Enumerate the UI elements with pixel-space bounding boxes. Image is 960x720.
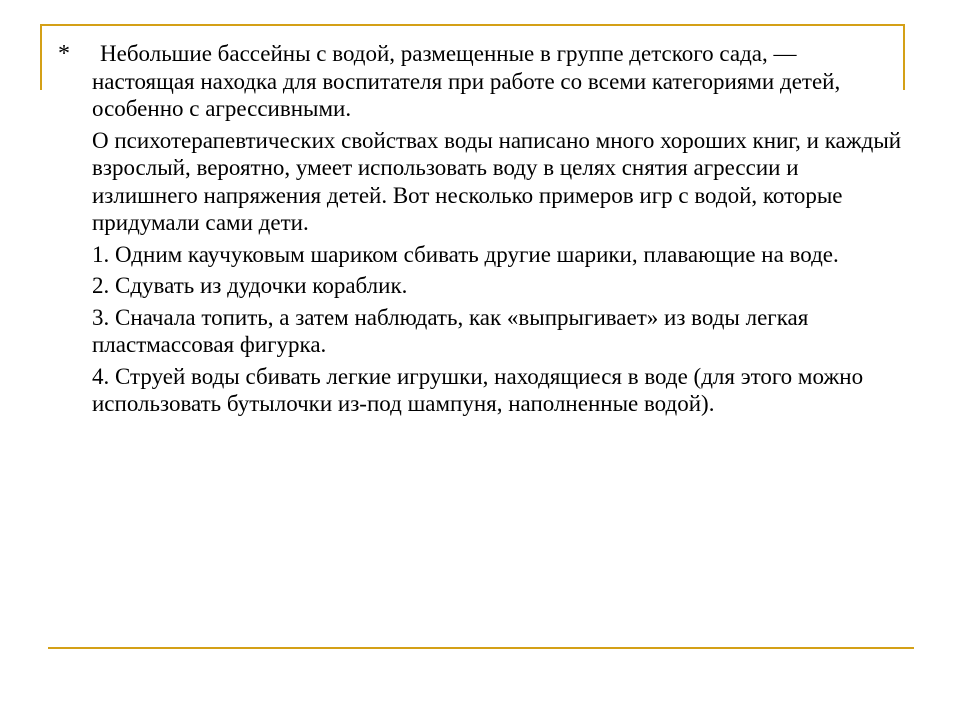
list-item-3: 3. Сначала топить, а затем наблюдать, как «выпрыгивает» из воды легкая пластмассовая фигурка. [92,304,809,357]
list-item-1: 1. Одним каучуковым шариком сбивать другие шарики, плавающие на воде. [92,241,839,267]
frame-left-line [40,24,42,90]
slide-text-body [92,40,904,422]
list-item-4: 4. Струей воды сбивать легкие игрушки, находящиеся в воде (для этого можно использовать бутылочки из-под шампуня, наполненные водой). [92,363,864,416]
bullet-asterisk: * [58,41,70,67]
frame-bottom-line [48,647,914,649]
list-item-2: 2. Сдувать из дудочки кораблик. [92,273,408,298]
frame-top-line [40,24,905,26]
paragraph-psychotherapy: О психотерапевтических свойствах воды написано много хороших книг, и каждый взрослый, вероятно, умеет использовать воду в целях снятия агрессии и излишнего напряжения детей. Вот несколько примеров игр с водой, которые придумали сами дети. [92,127,902,235]
paragraph-intro: Небольшие бассейны с водой, размещенные в группе детского сада, — настоящая находка для воспитателя при работе со всеми категориями детей, особенно с агрессивными. [92,41,841,121]
